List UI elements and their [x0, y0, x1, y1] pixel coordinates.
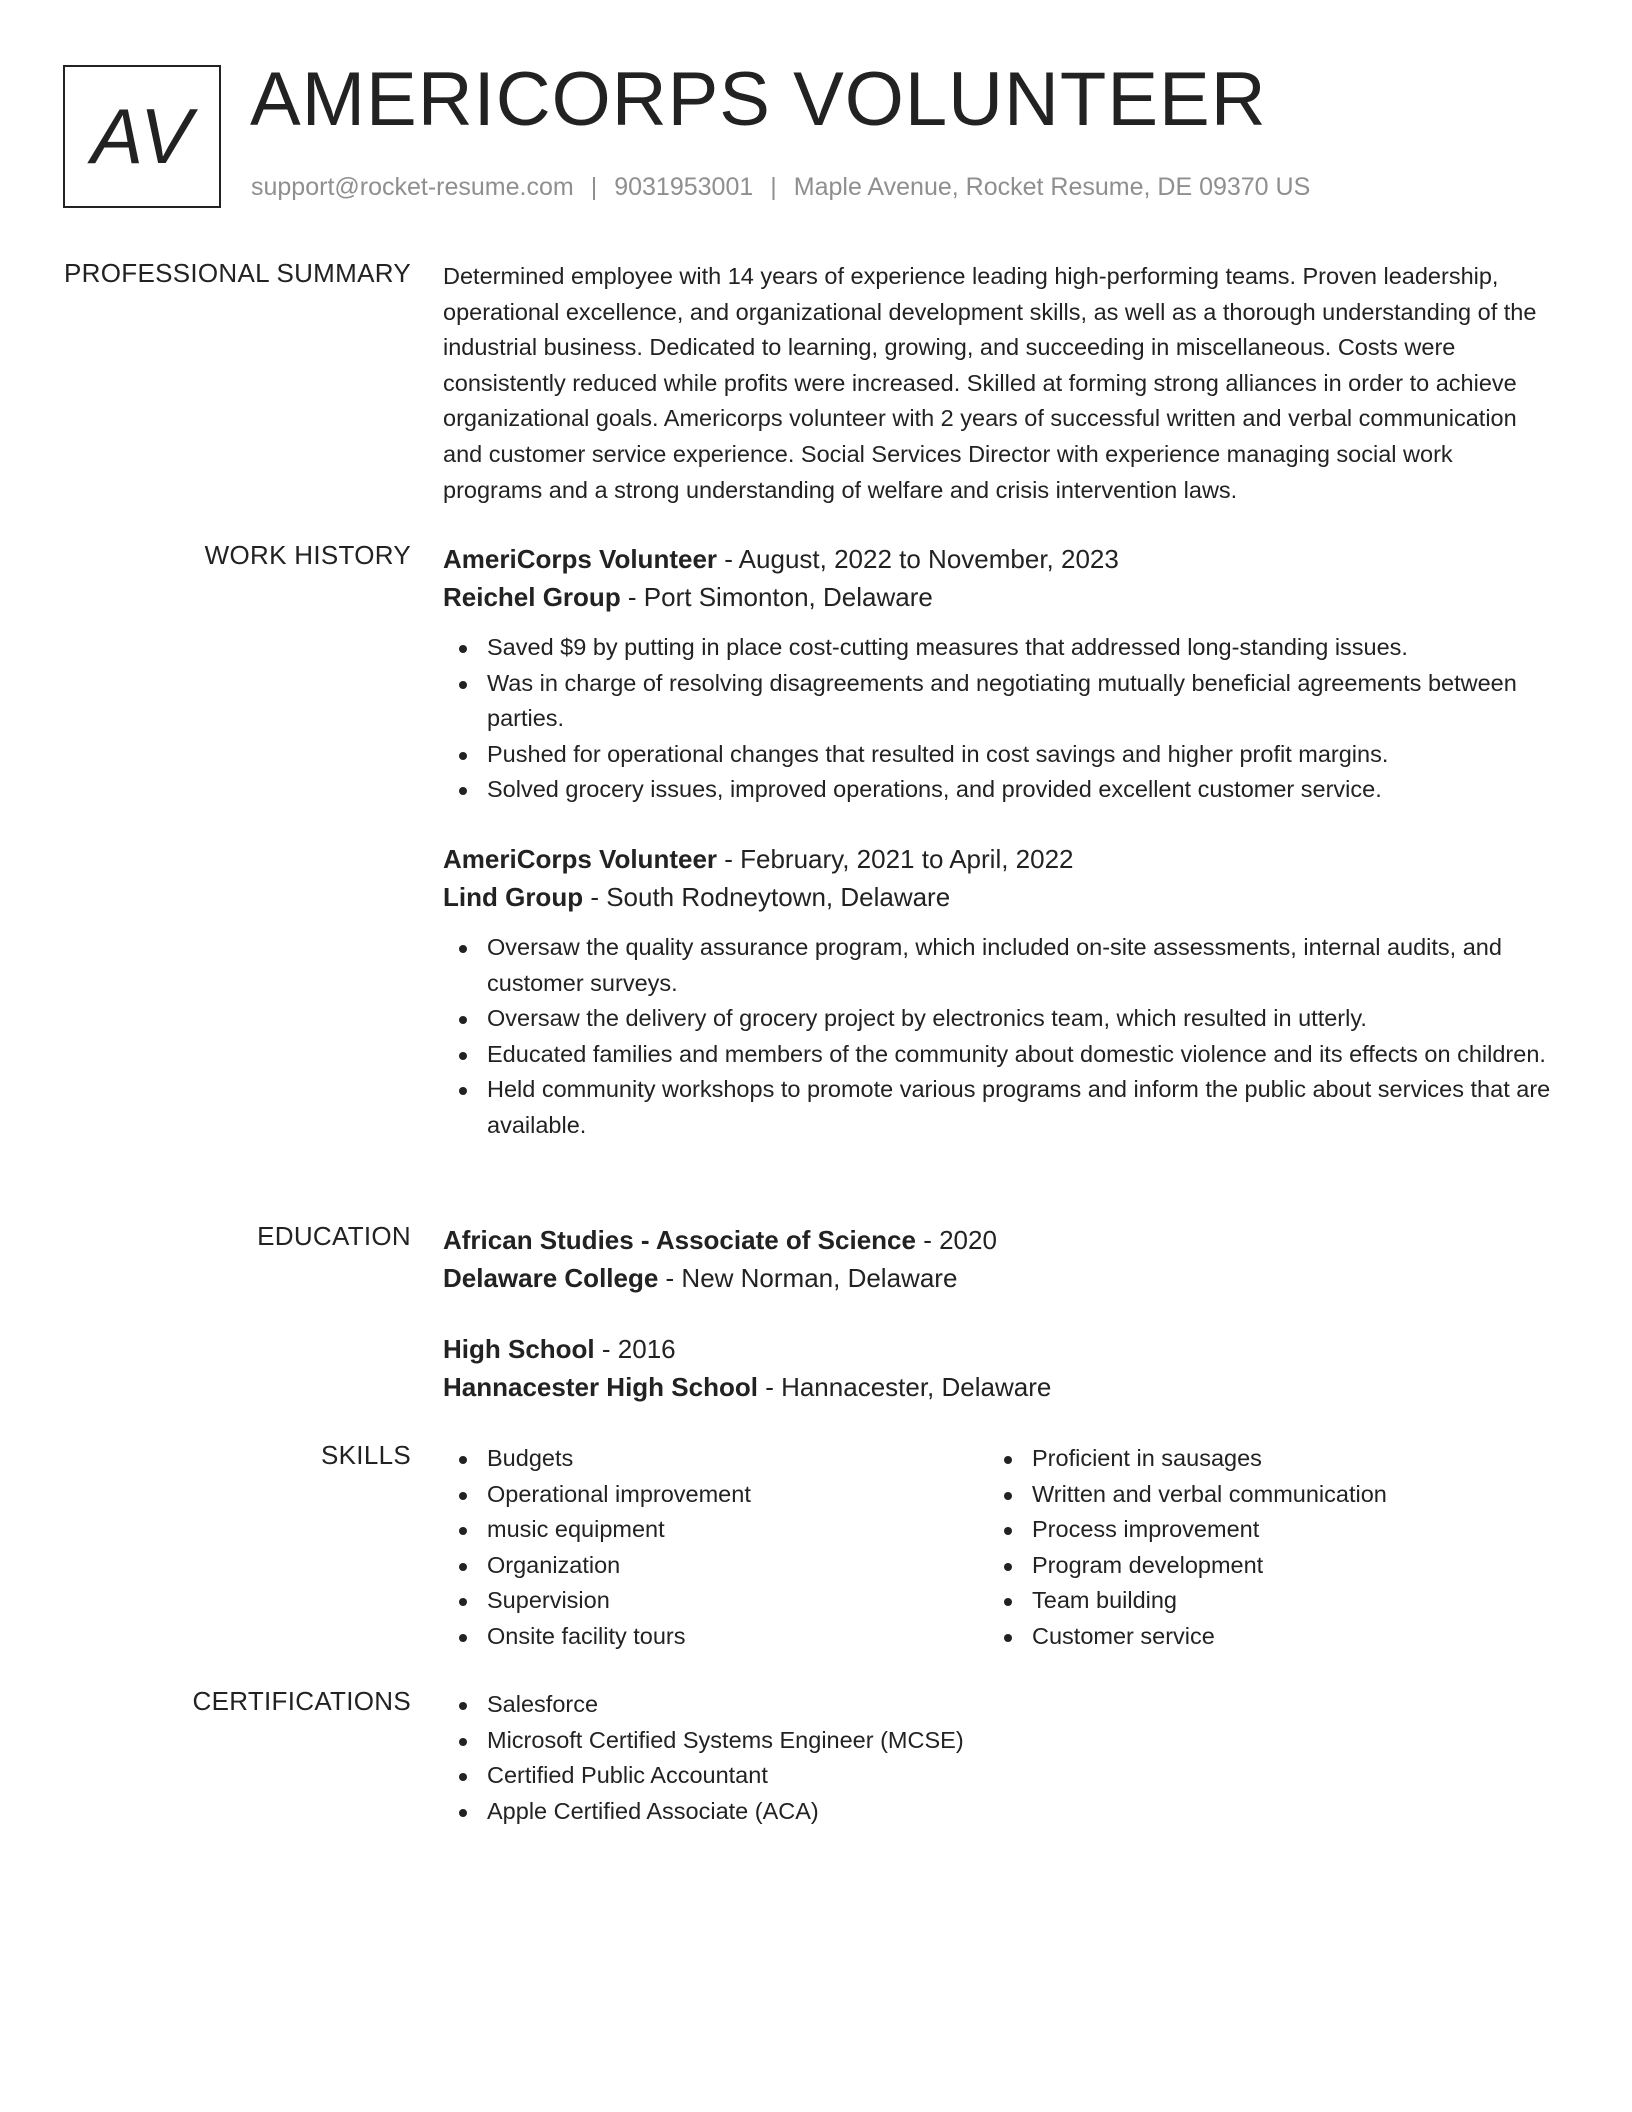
job-bullets [443, 630, 1558, 808]
school-location: - New Norman, Delaware [658, 1263, 958, 1293]
monogram-initials: AV [91, 92, 193, 180]
list-item: Supervision [443, 1583, 988, 1619]
education-entry [443, 1221, 1558, 1297]
education-content [443, 1221, 1558, 1406]
candidate-name: AMERICORPS VOLUNTEER [250, 57, 1267, 142]
list-item: Held community workshops to promote various programs and inform the public about services that are available. [443, 1072, 1558, 1143]
job-title-line [443, 840, 1558, 878]
list-item: Oversaw the quality assurance program, which included on-site assessments, internal audits, and customer surveys. [443, 930, 1558, 1001]
school-line [443, 1259, 1558, 1297]
section-label-certifications: CERTIFICATIONS [192, 1686, 411, 1716]
section-label-skills: SKILLS [321, 1440, 411, 1470]
list-item: Process improvement [988, 1512, 1533, 1548]
list-item: Organization [443, 1548, 988, 1584]
list-item: Saved $9 by putting in place cost-cutting measures that addressed long-standing issues. [443, 630, 1558, 666]
skills-content [443, 1441, 1558, 1655]
summary-text: Determined employee with 14 years of experience leading high-performing teams. Proven leadership, operational excellence, and organizational development skills, as well as a thorough understanding of the industrial business. Dedicated to learning, growing, and succeeding in miscellaneous. Costs were consistently reduced while profits were increased. Skilled at forming strong alliances in order to achieve organizational goals. Americorps volunteer with 2 years of successful written and verbal communication and customer service experience. Social Services Director with experience managing social work programs and a strong understanding of welfare and crisis intervention laws. [443, 263, 1537, 503]
list-item: Budgets [443, 1441, 988, 1477]
degree: High School [443, 1334, 595, 1364]
job-dates: - February, 2021 to April, 2022 [717, 843, 1074, 874]
list-item: Pushed for operational changes that resulted in cost savings and higher profit margins. [443, 737, 1558, 773]
certifications-list [443, 1687, 1558, 1829]
list-item: Team building [988, 1583, 1533, 1619]
list-item: Onsite facility tours [443, 1619, 988, 1655]
section-label-work-history: WORK HISTORY [204, 540, 411, 570]
degree-line [443, 1221, 1558, 1259]
monogram-badge [63, 65, 221, 208]
skills-list-left [443, 1441, 988, 1655]
list-item: Oversaw the delivery of grocery project by electronics team, which resulted in utterly. [443, 1001, 1558, 1037]
company-name: Lind Group [443, 881, 584, 912]
list-item: Certified Public Accountant [443, 1758, 1558, 1794]
company-location: - South Rodneytown, Delaware [583, 881, 951, 912]
company-name: Reichel Group [443, 582, 621, 612]
list-item: music equipment [443, 1512, 988, 1548]
school-line [443, 1368, 1558, 1406]
list-item: Written and verbal communication [988, 1477, 1533, 1513]
degree: African Studies - Associate of Science [443, 1225, 916, 1255]
list-item: Operational improvement [443, 1477, 988, 1513]
school-location: - Hannacester, Delaware [757, 1372, 1052, 1402]
list-item: Customer service [988, 1619, 1533, 1655]
skills-list-right [988, 1441, 1533, 1655]
job-title: AmeriCorps Volunteer [443, 843, 718, 874]
job-bullets [443, 930, 1558, 1144]
job-entry [443, 540, 1558, 808]
job-title: AmeriCorps Volunteer [443, 544, 718, 574]
job-title-line [443, 540, 1558, 578]
school-name: Hannacester High School [443, 1372, 758, 1402]
education-entry [443, 1330, 1558, 1406]
school-name: Delaware College [443, 1263, 659, 1293]
contact-address: Maple Avenue, Rocket Resume, DE 09370 US [793, 173, 1311, 201]
degree-year: - 2016 [594, 1334, 676, 1364]
job-entry [443, 840, 1558, 1144]
list-item: Salesforce [443, 1687, 1558, 1723]
list-item: Solved grocery issues, improved operations, and provided excellent customer service. [443, 772, 1558, 808]
list-item: Microsoft Certified Systems Engineer (MCSE) [443, 1723, 1558, 1759]
section-label-summary: PROFESSIONAL SUMMARY [64, 258, 411, 288]
degree-line [443, 1330, 1558, 1368]
contact-separator: | [770, 173, 777, 201]
contact-line [251, 173, 1310, 202]
contact-email[interactable]: support@rocket-resume.com [251, 173, 574, 201]
list-item: Educated families and members of the community about domestic violence and its effects on children. [443, 1037, 1558, 1073]
job-dates: - August, 2022 to November, 2023 [717, 544, 1119, 574]
contact-phone[interactable]: 9031953001 [614, 173, 754, 201]
contact-separator: | [590, 173, 598, 201]
list-item: Was in charge of resolving disagreements and negotiating mutually beneficial agreements between parties. [443, 666, 1558, 737]
list-item: Apple Certified Associate (ACA) [443, 1794, 1558, 1830]
list-item: Program development [988, 1548, 1533, 1584]
work-history-content [443, 540, 1558, 1144]
degree-year: - 2020 [915, 1225, 997, 1255]
list-item: Proficient in sausages [988, 1441, 1533, 1477]
certifications-content [443, 1687, 1558, 1829]
company-location: - Port Simonton, Delaware [620, 582, 933, 612]
company-line [443, 578, 1558, 616]
section-label-education: EDUCATION [257, 1221, 411, 1251]
company-line [443, 878, 1558, 916]
